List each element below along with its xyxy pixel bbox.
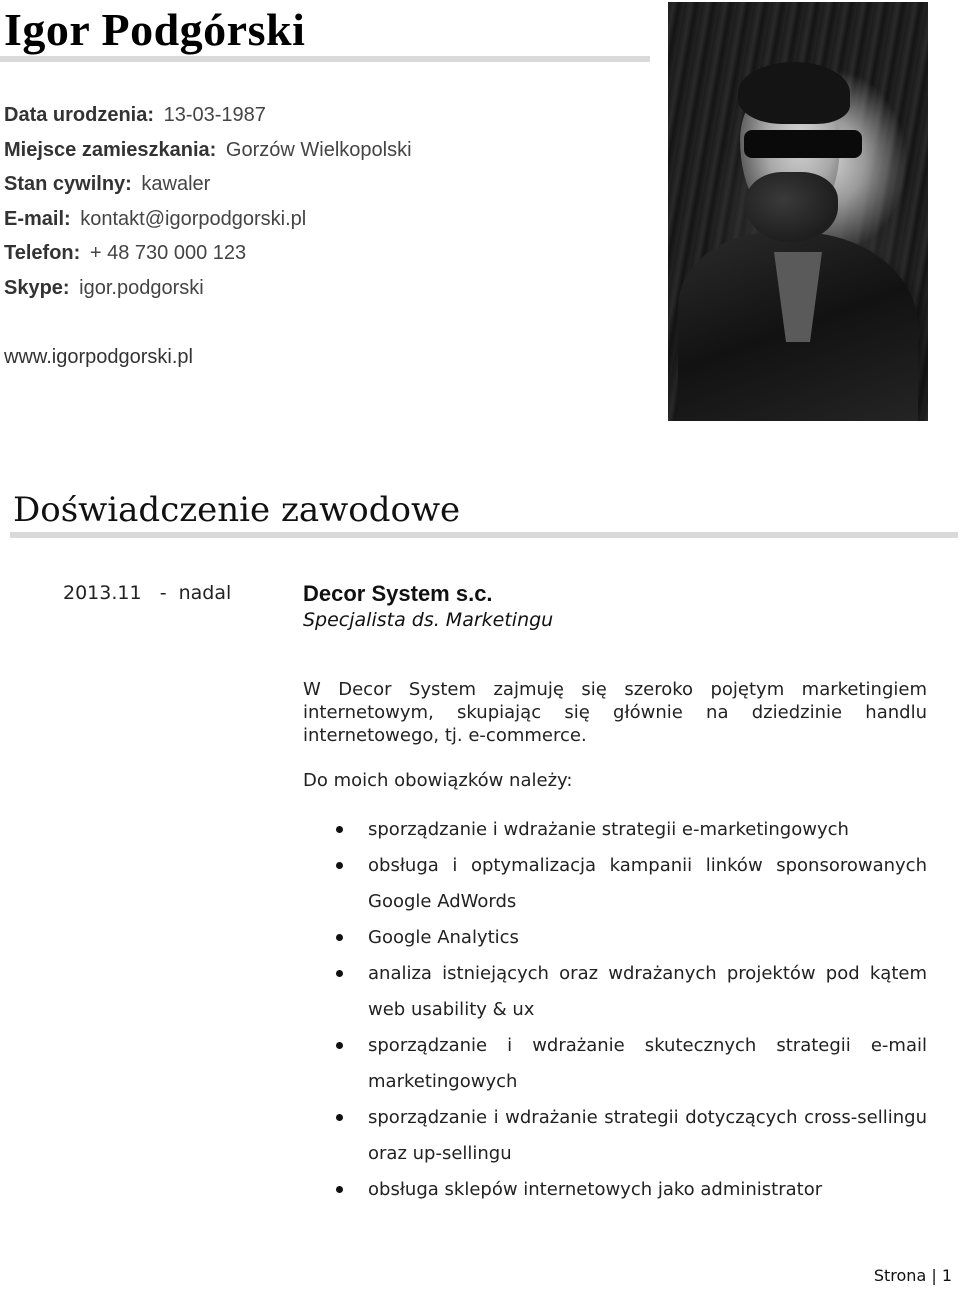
duties-list: [303, 812, 927, 1208]
experience-section-title: Doświadczenie zawodowe: [13, 490, 461, 530]
info-row-birth-date: [4, 98, 412, 133]
website-link[interactable]: www.igorpodgorski.pl: [4, 346, 193, 368]
bullet-icon: [336, 934, 343, 941]
profile-photo: [668, 2, 928, 421]
bullet-icon: [336, 1114, 343, 1121]
duty-text: sporządzanie i wdrażanie skutecznych strategii e-mail marketingowych: [368, 1035, 927, 1092]
duty-text: sporządzanie i wdrażanie strategii e-marketingowych: [368, 819, 849, 840]
job-role: Specjalista ds. Marketingu: [303, 609, 554, 631]
info-value: Gorzów Wielkopolski: [225, 138, 412, 161]
list-item: [303, 812, 927, 848]
photo-beard: [746, 172, 838, 242]
info-value: igor.podgorski: [79, 276, 204, 299]
info-label: Telefon:: [4, 242, 81, 265]
bullet-icon: [336, 970, 343, 977]
photo-sunglasses: [744, 130, 862, 158]
page-number: Strona | 1: [873, 1266, 952, 1285]
job-description: W Decor System zajmuję się szeroko pojętym marketingiem internetowym, skupiając się głównie na dziedzinie handlu internetowego, tj. e-commerce.: [303, 679, 927, 746]
photo-hair: [738, 62, 850, 124]
name-divider: [0, 56, 650, 62]
bullet-icon: [336, 1186, 343, 1193]
info-label: Data urodzenia:: [4, 104, 155, 126]
list-item: [303, 956, 927, 1028]
info-label: Stan cywilny:: [4, 173, 132, 196]
job-company: Decor System s.c.: [303, 581, 493, 606]
info-label: Miejsce zamieszkania:: [4, 138, 217, 161]
duty-text: analiza istniejących oraz wdrażanych projektów pod kątem web usability & ux: [368, 963, 927, 1020]
info-row-phone: [4, 236, 412, 271]
personal-info: [4, 98, 412, 306]
bullet-icon: [336, 1042, 343, 1049]
list-item: [303, 1100, 927, 1172]
duty-text: Google Analytics: [368, 927, 519, 948]
candidate-name: Igor Podgórski: [4, 4, 306, 55]
duty-text: obsługa sklepów internetowych jako administrator: [368, 1179, 823, 1200]
info-label: E-mail:: [4, 207, 71, 230]
info-row-marital-status: [4, 167, 412, 202]
bullet-icon: [336, 862, 343, 869]
email-link[interactable]: kontakt@igorpodgorski.pl: [80, 207, 307, 230]
info-value: + 48 730 000 123: [89, 242, 247, 265]
bullet-icon: [336, 826, 343, 833]
list-item: [303, 1172, 927, 1208]
list-item: [303, 920, 927, 956]
info-value: kawaler: [141, 173, 211, 196]
info-value: 13-03-1987: [163, 104, 266, 126]
info-label: Skype:: [4, 276, 70, 299]
info-row-email: [4, 202, 412, 237]
job-period: 2013.11 - nadal: [63, 582, 232, 604]
list-item: [303, 848, 927, 920]
duty-text: obsługa i optymalizacja kampanii linków sponsorowanych Google AdWords: [368, 855, 927, 912]
duties-intro: Do moich obowiązków należy:: [303, 770, 573, 791]
duty-text: sporządzanie i wdrażanie strategii dotyczących cross-sellingu oraz up-sellingu: [368, 1107, 927, 1164]
info-row-residence: [4, 133, 412, 168]
info-row-skype: [4, 271, 412, 306]
list-item: [303, 1028, 927, 1100]
experience-divider: [10, 532, 958, 538]
